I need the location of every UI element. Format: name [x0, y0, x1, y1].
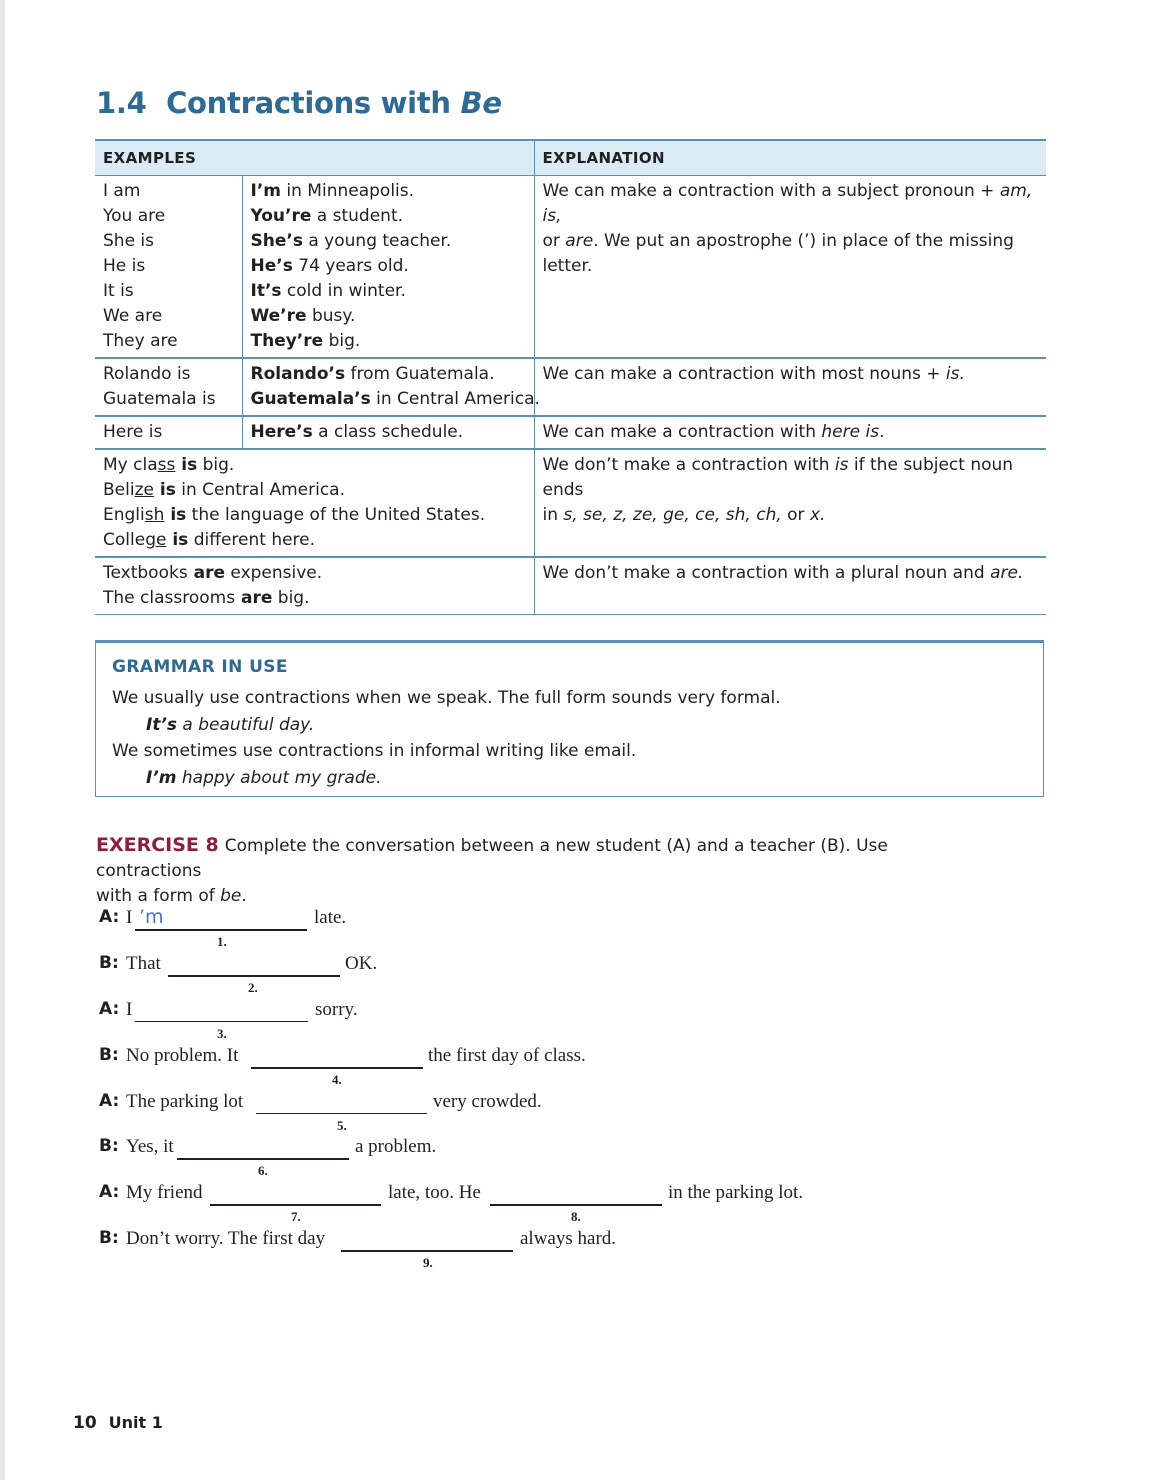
- handwritten-answer: ’m: [139, 906, 164, 928]
- page-edge-shadow: [0, 0, 5, 1480]
- example-text: big.: [272, 588, 310, 608]
- section-title-word: Be: [460, 86, 502, 120]
- page-number: 10: [73, 1413, 97, 1433]
- example-bold: are: [235, 588, 273, 608]
- example-text: happy about my grade.: [176, 768, 382, 788]
- grammar-in-use-line: We sometimes use contractions in informal writing like email.: [112, 741, 637, 761]
- sibilant-explanation: [534, 449, 1046, 557]
- explanation-italic: are: [565, 231, 594, 251]
- contraction-example: [251, 304, 526, 329]
- contraction-rest: a student.: [311, 206, 404, 226]
- here-contraction: [242, 416, 534, 449]
- contraction-bold: We’re: [250, 306, 307, 326]
- speaker-label: B:: [99, 1228, 119, 1248]
- contraction-rest: from Guatemala.: [345, 364, 495, 384]
- table-row-here: [95, 416, 1046, 449]
- plural-example: [103, 586, 526, 611]
- example-text: Beli: [103, 480, 135, 500]
- exercise-label: EXERCISE 8: [96, 834, 219, 856]
- line-text-after: OK.: [345, 953, 378, 974]
- line-text-before: Yes, it: [126, 1136, 174, 1157]
- speaker-label: A:: [99, 1182, 120, 1202]
- speaker-label: A:: [99, 907, 120, 927]
- noun-full: Guatemala is: [103, 389, 216, 409]
- pronoun-full-forms: [95, 176, 242, 359]
- underlined-ending: ge: [145, 530, 167, 550]
- contraction-example: [251, 329, 526, 354]
- explanation-italic: here is: [821, 422, 880, 442]
- line-text-before: Don’t worry. The first day: [126, 1228, 326, 1249]
- contraction-example: [251, 229, 526, 254]
- contraction-example: [250, 387, 540, 412]
- speaker-label: B:: [99, 953, 119, 973]
- explanation-text: We don’t make a contraction with a plural noun and: [542, 563, 991, 583]
- pronoun-full: She is: [103, 231, 155, 251]
- example-bold: are: [187, 563, 225, 583]
- explanation-italic: x.: [809, 505, 826, 525]
- example-bold: is: [164, 505, 187, 525]
- contraction-rest: in Central America.: [370, 389, 540, 409]
- example-text: Textbooks: [103, 563, 188, 583]
- speaker-label: A:: [99, 1091, 120, 1111]
- contraction-bold: He’s: [250, 256, 293, 276]
- contraction-rest: busy.: [306, 306, 356, 326]
- grammar-in-use-example: [112, 765, 1027, 791]
- explanation-text: We can make a contraction with a subject pronoun +: [542, 181, 1000, 201]
- example-text: different here.: [188, 530, 316, 550]
- exercise-instructions: [96, 833, 996, 909]
- explanation-italic: are.: [990, 563, 1024, 583]
- table-row-sibilant: [95, 449, 1046, 557]
- example-bold: I’m: [146, 768, 177, 788]
- pronoun-full: I am: [103, 181, 141, 201]
- blank-number: 1.: [217, 934, 227, 949]
- here-explanation: [534, 416, 1046, 449]
- contraction-example: [251, 279, 526, 304]
- table-header-row: [95, 140, 1046, 176]
- line-text-before: I: [126, 999, 133, 1020]
- line-text-after: late.: [314, 907, 347, 928]
- example-text: The classrooms: [103, 588, 236, 608]
- underlined-ending: ze: [134, 480, 154, 500]
- line-text-after: late, too. He: [388, 1182, 481, 1203]
- section-number: 1.4: [96, 86, 147, 120]
- contraction-bold: It’s: [250, 281, 282, 301]
- example-bold: is: [175, 455, 198, 475]
- line-text-before: I: [126, 907, 133, 928]
- contraction-rest: 74 years old.: [292, 256, 409, 276]
- blank-number: 3.: [217, 1026, 227, 1041]
- contraction-bold: Here’s: [250, 422, 313, 442]
- underlined-ending: sh: [144, 505, 165, 525]
- explanation-text: . We put an apostrophe (’) in place of the missing letter.: [542, 231, 1014, 276]
- noun-contractions: [242, 358, 540, 416]
- explanation-text: or: [542, 231, 566, 251]
- pronoun-explanation: [534, 176, 1046, 359]
- pronoun-full: You are: [103, 206, 166, 226]
- line-text-before: The parking lot: [126, 1091, 244, 1112]
- explanation-header: EXPLANATION: [534, 140, 1046, 176]
- contraction-example: [251, 179, 526, 204]
- line-text-after: the first day of class.: [428, 1045, 586, 1066]
- explanation-text: if the subject noun ends: [542, 455, 1014, 500]
- pronoun-full: We are: [103, 306, 163, 326]
- section-title: [96, 86, 502, 120]
- contraction-bold: You’re: [250, 206, 312, 226]
- explanation-italic: s, se, z, ze, ge, ce, sh, ch,: [563, 505, 782, 525]
- sibilant-example: [103, 478, 526, 503]
- speaker-label: B:: [99, 1136, 119, 1156]
- contraction-rest: big.: [323, 331, 361, 351]
- blank-number: 2.: [248, 980, 258, 995]
- line-text-after: in the parking lot.: [668, 1182, 804, 1203]
- exercise-instruction: Complete the conversation between a new student (A) and a teacher (B). Use contractions: [96, 836, 888, 881]
- plural-examples: [95, 557, 534, 615]
- section-title-prefix: Contractions with: [166, 86, 451, 120]
- example-text: in Central America.: [175, 480, 345, 500]
- contraction-bold: She’s: [250, 231, 303, 251]
- pronoun-full: It is: [103, 281, 134, 301]
- plural-example: [103, 561, 526, 586]
- grammar-in-use-box: [95, 640, 1044, 797]
- noun-full-forms: [95, 358, 242, 416]
- example-text: big.: [197, 455, 235, 475]
- plural-explanation: [534, 557, 1046, 615]
- here-full-form: Here is: [95, 416, 242, 449]
- exercise-instruction-italic: be: [220, 886, 242, 906]
- speaker-label: A:: [99, 999, 120, 1019]
- noun-explanation: [534, 358, 1046, 416]
- page-footer: [73, 1413, 163, 1433]
- sibilant-example: [103, 453, 526, 478]
- sibilant-example: [103, 528, 526, 553]
- example-text: Colle: [103, 530, 146, 550]
- explanation-italic: is: [834, 455, 849, 475]
- explanation-italic: am, is,: [542, 181, 1033, 226]
- contraction-example: [251, 254, 526, 279]
- unit-label: Unit 1: [108, 1413, 163, 1432]
- underlined-ending: ss: [157, 455, 176, 475]
- line-text-after: sorry.: [315, 999, 358, 1020]
- contraction-bold: I’m: [250, 181, 281, 201]
- example-bold: is: [166, 530, 189, 550]
- grammar-chart-table: [95, 139, 1046, 615]
- speaker-label: B:: [99, 1045, 119, 1065]
- table-row-nouns: [95, 358, 1046, 416]
- line-text-after: very crowded.: [433, 1091, 542, 1112]
- grammar-in-use-heading: GRAMMAR IN USE: [112, 657, 288, 677]
- contraction-bold: Rolando’s: [250, 364, 346, 384]
- sibilant-example: [103, 503, 526, 528]
- blank-number: 5.: [337, 1118, 347, 1133]
- explanation-text: We can make a contraction with: [542, 422, 822, 442]
- answer-blank-1[interactable]: [135, 907, 307, 931]
- contraction-example: [251, 362, 526, 387]
- example-text: the language of the United States.: [186, 505, 486, 525]
- contraction-bold: They’re: [250, 331, 324, 351]
- grammar-in-use-example: [112, 712, 1027, 738]
- answer-blank-3[interactable]: [135, 999, 308, 1022]
- example-text: My cla: [103, 455, 158, 475]
- blank-number: 9.: [423, 1255, 433, 1270]
- answer-blank-7[interactable]: [210, 1182, 381, 1206]
- sibilant-examples: [95, 449, 534, 557]
- answer-blank-9[interactable]: [341, 1228, 513, 1252]
- line-text-before: That: [126, 953, 161, 974]
- explanation-text: in: [542, 505, 564, 525]
- contraction-rest: cold in winter.: [281, 281, 406, 301]
- contraction-rest: a young teacher.: [302, 231, 452, 251]
- noun-full: Rolando is: [103, 364, 191, 384]
- contraction-rest: in Minneapolis.: [281, 181, 415, 201]
- contraction-rest: a class schedule.: [312, 422, 464, 442]
- answer-blank-6[interactable]: [177, 1136, 349, 1160]
- example-bold: It’s: [146, 715, 178, 735]
- table-row-pronouns: [95, 176, 1046, 359]
- blank-number: 7.: [291, 1209, 301, 1224]
- table-row-plural: [95, 557, 1046, 615]
- example-text: Engli: [103, 505, 145, 525]
- pronoun-full: They are: [103, 331, 178, 351]
- answer-blank-2[interactable]: [168, 953, 340, 977]
- explanation-text: We don’t make a contraction with: [542, 455, 835, 475]
- line-text-before: No problem. It: [126, 1045, 239, 1066]
- answer-blank-5[interactable]: [256, 1091, 427, 1114]
- examples-header: EXAMPLES: [95, 140, 534, 176]
- example-text: expensive.: [225, 563, 323, 583]
- line-text-after: always hard.: [520, 1228, 617, 1249]
- pronoun-contractions: [242, 176, 534, 359]
- explanation-italic: is.: [945, 364, 965, 384]
- exercise-instruction-2: with a form of: [96, 886, 221, 906]
- contraction-example: [251, 204, 526, 229]
- example-text: a beautiful day.: [177, 715, 315, 735]
- line-text-after: a problem.: [355, 1136, 437, 1157]
- contraction-bold: Guatemala’s: [250, 389, 371, 409]
- pronoun-full: He is: [103, 256, 146, 276]
- example-bold: is: [153, 480, 176, 500]
- blank-number: 8.: [571, 1209, 581, 1224]
- blank-number: 4.: [332, 1072, 342, 1087]
- explanation-text: .: [879, 422, 885, 442]
- answer-blank-8[interactable]: [490, 1182, 662, 1206]
- explanation-text: or: [781, 505, 810, 525]
- grammar-in-use-line: We usually use contractions when we speak. The full form sounds very formal.: [112, 688, 781, 708]
- blank-number: 6.: [258, 1163, 268, 1178]
- exercise-instruction-end: .: [241, 886, 247, 906]
- answer-blank-4[interactable]: [251, 1045, 423, 1069]
- line-text-before: My friend: [126, 1182, 203, 1203]
- explanation-text: We can make a contraction with most nouns +: [542, 364, 946, 384]
